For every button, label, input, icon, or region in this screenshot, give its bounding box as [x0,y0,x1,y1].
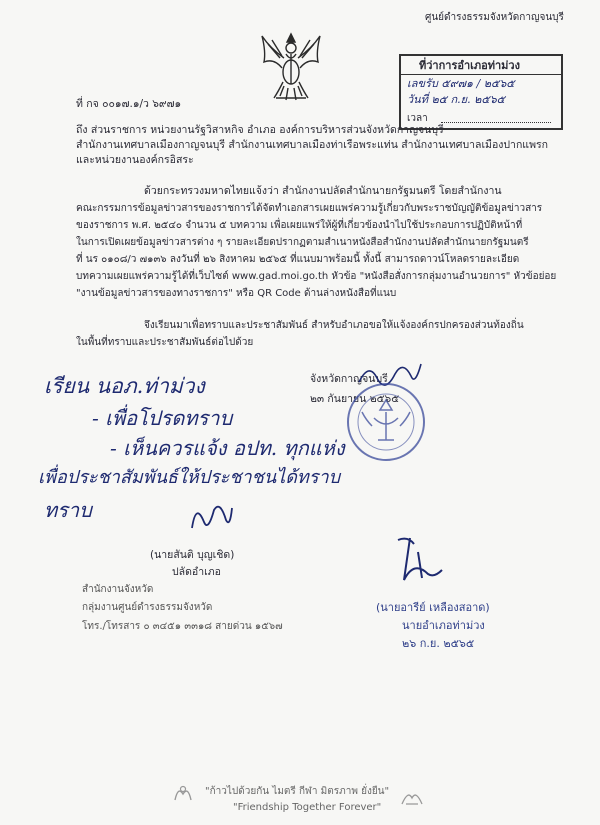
province-signature-date: ๒๓ กันยายน ๒๕๖๕ [310,393,400,405]
sender-line-2: กลุ่มงานศูนย์ดำรงธรรมจังหวัด [82,602,213,613]
sender-line-1: สำนักงานจังหวัด [82,584,154,595]
garuda-emblem [258,28,324,102]
handwritten-note-line-2: - เพื่อโปรดทราบ [92,406,233,430]
deputy-signer-position: ปลัดอำเภอ [172,566,221,578]
district-signer-position: นายอำเภอท่าม่วง [402,619,485,632]
district-signature-scribble [388,530,448,590]
receipt-stamp [399,54,563,130]
body-para1-line-1: ด้วยกระทรวงมหาดไทยแจ้งว่า สำนักงานปลัดสำนักนายกรัฐมนตรี โดยสำนักงาน [144,185,502,197]
body-para2-line-2: ในพื้นที่ทราบและประชาสัมพันธ์ต่อไปด้วย [76,337,254,348]
footer-right-logo-icon [400,788,424,808]
district-signer-name: (นายอารีย์ เหลืองสอาด) [376,601,490,614]
addressee-line-1: ถึง ส่วนราชการ หน่วยงานรัฐวิสาหกิจ อำเภอ องค์การบริหารส่วนจังหวัดกาญจนบุรี [76,124,444,136]
body-para1-line-4: ในการเปิดเผยข้อมูลข่าวสารต่าง ๆ รายละเอียดปรากฏตามสำเนาหนังสือสำนักงานปลัดสำนักนายกรัฐมนตรี [76,237,529,248]
handwritten-note-line-1: เรียน นอภ.ท่าม่วง [44,374,205,398]
receipt-time: เวลา [407,113,428,124]
receipt-number: เลขรับ ๕๙๗๑ / ๒๕๖๕ [407,77,515,90]
handwritten-note-line-3: - เห็นควรแจ้ง อปท. ทุกแห่ง [110,436,345,460]
body-para1-line-7: "งานข้อมูลข่าวสารของทางราชการ" หรือ QR Code ด้านล่างหนังสือที่แนบ [76,288,397,299]
addressee-line-3: และหน่วยงานองค์กรอิสระ [76,154,194,166]
deputy-signer-name: (นายสันติ บุญเชิด) [150,549,235,561]
footer-slogan-thai: "ก้าวไปด้วยกัน ไมตรี กีฬา มิตรภาพ ยั่งยืน" [205,786,390,797]
body-para2-line-1: จึงเรียนมาเพื่อทราบและประชาสัมพันธ์ สำหรับอำเภอขอให้แจ้งองค์กรปกครองส่วนท้องถิ่น [144,320,524,331]
handwritten-note-line-5: ทราบ [44,498,92,522]
receipt-date: วันที่ ๒๕ ก.ย. ๒๕๖๕ [407,93,505,106]
handwritten-note-line-4: เพื่อประชาสัมพันธ์ให้ประชาชนได้ทราบ [38,467,340,488]
body-para1-line-3: ของราชการ พ.ศ. ๒๕๔๐ จำนวน ๕ บทความ เพื่อเผยแพร่ให้ผู้ที่เกี่ยวข้องนำไปใช้ประกอบการปฏิบัติหน้าที่ [76,220,523,231]
reference-number: ที่ กจ ๐๐๑๗.๑/ว ๖๙๗๑ [76,98,182,110]
deputy-signature-scribble [186,498,236,538]
footer-left-logo-icon [172,782,194,804]
province-name: จังหวัดกาญจนบุรี [310,373,388,385]
body-para1-line-5: ที่ นร ๐๑๐๘/ว ๗๑๓๖ ลงวันที่ ๒๖ สิงหาคม ๒๕๖๕ ที่แนบมาพร้อมนี้ ทั้งนี้ สามารถดาวน์โหลดรายละเอียด [76,254,520,265]
sender-line-3: โทร./โทรสาร ๐ ๓๔๕๑ ๓๓๑๘ สายด่วน ๑๕๖๗ [82,621,283,632]
body-para1-line-2: คณะกรรมการข้อมูลข่าวสารของราชการได้จัดทำเอกสารเผยแพร่ความรู้เกี่ยวกับพระราชบัญญัติข้อมูลข่าวสาร [76,203,543,214]
addressee-line-2: สำนักงานเทศบาลเมืองกาญจนบุรี สำนักงานเทศบาลเมืองท่าเรือพระแท่น สำนักงานเทศบาลเมืองปากแพรก [76,139,548,151]
footer-slogan-english: "Friendship Together Forever" [233,802,382,813]
province-seal-stamp [344,380,428,464]
office-name: ศูนย์ดำรงธรรมจังหวัดกาญจนบุรี [425,12,564,23]
body-para1-line-6: บทความเผยแพร่ความรู้ได้ที่เว็บไซต์ www.gad.moi.go.th หัวข้อ "หนังสือสั่งการกลุ่มงานอำนวยการ" หัวข้อย่อย [76,271,557,282]
district-signer-date: ๒๖ ก.ย. ๒๕๖๕ [402,637,475,650]
receipt-stamp-title: ที่ว่าการอำเภอท่าม่วง [419,59,520,72]
